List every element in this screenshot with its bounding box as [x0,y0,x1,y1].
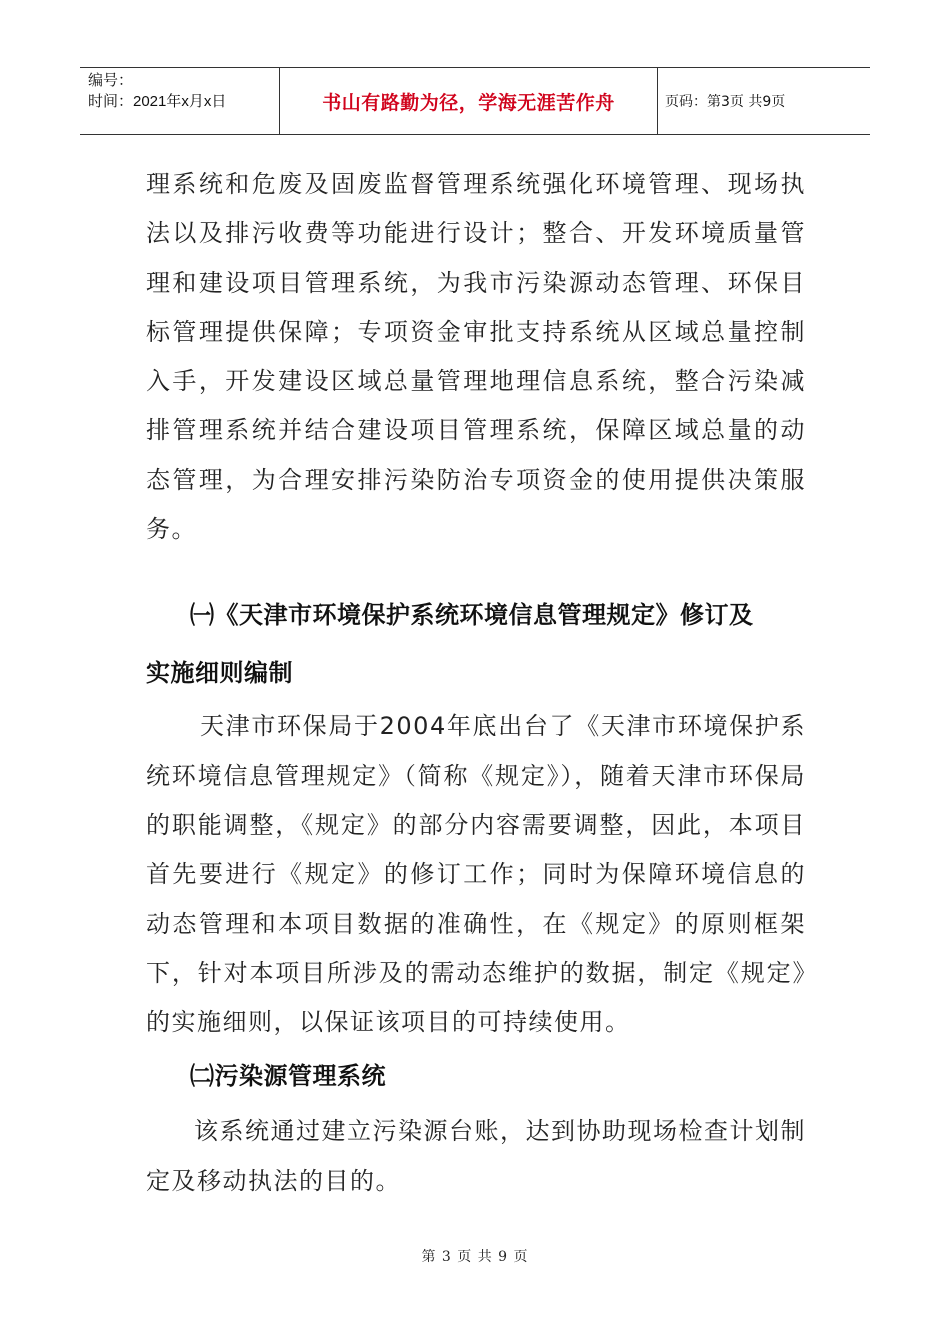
page-footer: 第 3 页 共 9 页 [421,1249,529,1265]
body-paragraph-2: 天津市环保局于2004年底出台了《天津市环境保护系统环境信息管理规定》（简称《规定》），随着天津市环保局的职能调整，《规定》的部分内容需要调整，因此，本项目首先要进行《规定》的修订工作；同时为保障环境信息的动态管理和本项目数据的准确性，在《规定》的原则框架下，针对本项目所涉及的需动态维护的数据，制定《规定》的实施细则，以保证该项目的可持续使用。 [146,712,806,1037]
body-paragraph-3: 该系统通过建立污染源台账，达到协助现场检查计划制定及移动执法的目的。 [146,1117,806,1195]
section-heading-1 [146,586,806,702]
document-date-label: 时间：2021年x月x日 [88,93,227,110]
header-motto: 书山有路勤为径，学海无涯苦作舟 [280,68,658,134]
header-page-info: 页码：第3页 共9页 [665,94,786,110]
section-heading-2: ㈡污染源管理系统 [190,1062,386,1091]
document-body [146,160,806,1206]
header-meta-cell [80,68,280,134]
section-heading-1-line-2: 实施细则编制 [146,659,293,688]
document-number-label: 编号： [88,72,134,89]
section-heading-1-line-1: ㈠《天津市环境保护系统环境信息管理规定》修订及 [190,601,754,630]
document-header [80,67,870,135]
body-paragraph-1: 理系统和危废及固废监督管理系统强化环境管理、现场执法以及排污收费等功能进行设计；整合、开发环境质量管理和建设项目管理系统，为我市污染源动态管理、环保目标管理提供保障；专项资金审批支持系统从区域总量控制入手，开发建设区域总量管理地理信息系统，整合污染减排管理系统并结合建设项目管理系统，保障区域总量的动态管理，为合理安排污染防治专项资金的使用提供决策服务。 [146,170,806,544]
